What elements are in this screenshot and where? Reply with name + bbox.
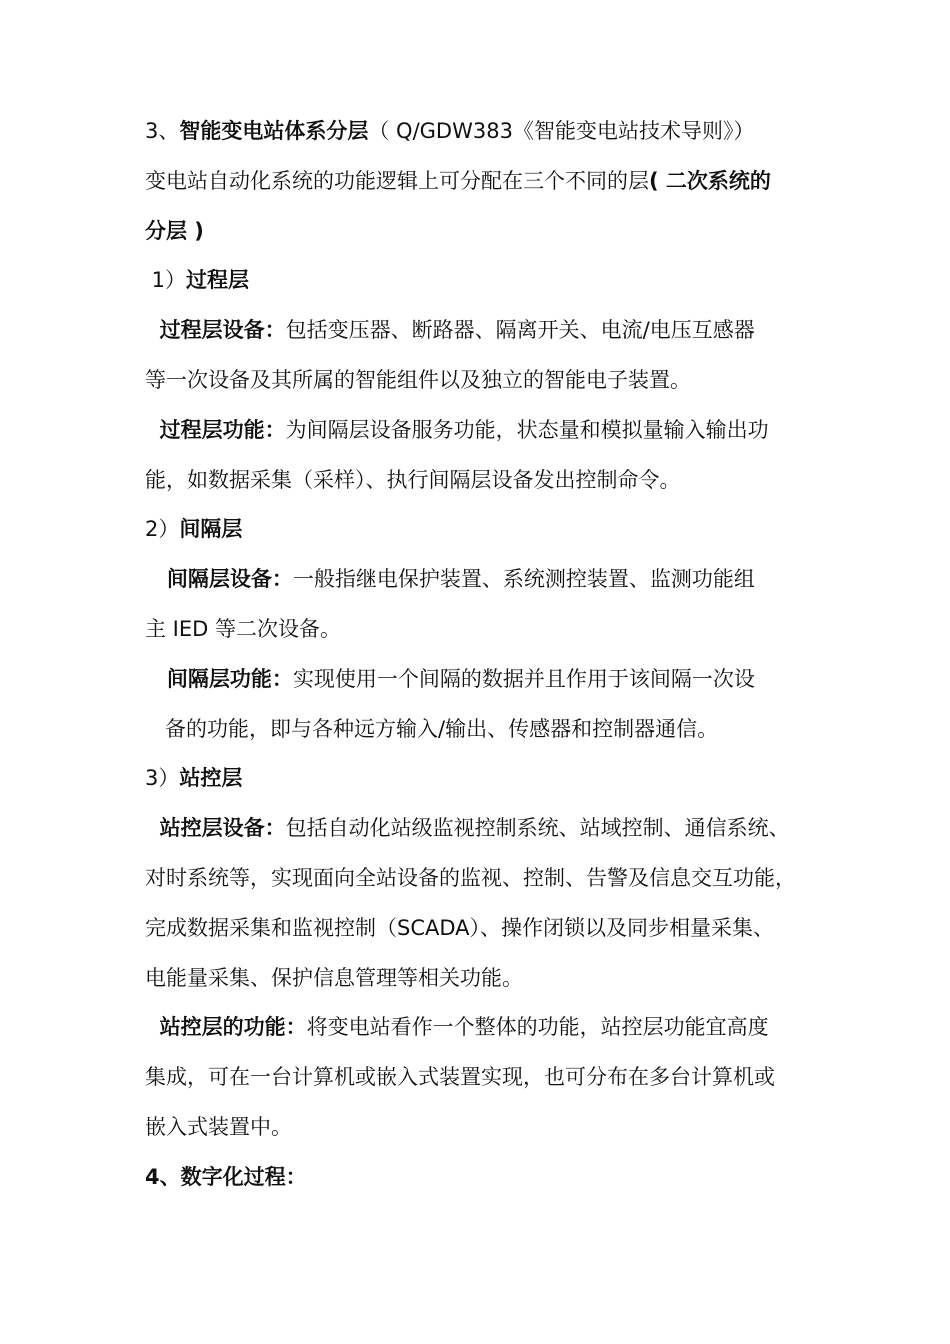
text-line — [145, 216, 825, 246]
text-line — [145, 116, 825, 146]
text-run: 为间隔层设备服务功能，状态量和模拟量输入输出功 — [285, 418, 769, 442]
text-line — [145, 913, 825, 943]
text-line — [145, 1112, 825, 1142]
bold-text-run: 过程层设备： — [145, 318, 286, 342]
text-line — [145, 315, 825, 345]
text-run: 集成，可在一台计算机或嵌入式装置实现，也可分布在多台计算机或 — [145, 1065, 775, 1089]
text-line — [145, 863, 825, 893]
text-line — [145, 365, 825, 395]
bold-text-run: 站控层 — [179, 766, 243, 790]
text-line — [145, 265, 825, 295]
text-line — [145, 465, 825, 495]
text-run: 包括自动化站级监视控制系统、站域控制、通信系统、 — [285, 816, 790, 840]
bold-text-run: 站控层设备： — [145, 816, 286, 840]
text-run: 完成数据采集和监视控制（SCADA）、操作闭锁以及同步相量采集、 — [145, 916, 775, 940]
text-run: 等一次设备及其所属的智能组件以及独立的智能电子装置。 — [145, 368, 691, 392]
text-run: 变电站自动化系统的功能逻辑上可分配在三个不同的层 — [145, 169, 649, 193]
text-line — [145, 714, 825, 744]
text-run: 能，如数据采集（采样）、执行间隔层设备发出控制命令。 — [145, 468, 681, 492]
text-run: 电能量采集、保护信息管理等相关功能。 — [145, 966, 523, 990]
bold-text-run: 过程层 — [186, 268, 250, 292]
text-run: 主 IED 等二次设备。 — [145, 617, 341, 641]
text-line — [145, 963, 825, 993]
bold-text-run: ( 二次系统的 — [649, 169, 771, 193]
text-line — [145, 1062, 825, 1092]
bold-text-run: 间隔层 — [179, 517, 243, 541]
bold-text-run: 过程层功能： — [145, 418, 286, 442]
text-line — [145, 1012, 825, 1042]
text-line — [145, 514, 825, 544]
text-line — [145, 763, 825, 793]
bold-text-run: 4、数字化过程： — [145, 1165, 307, 1189]
bold-text-run: 间隔层设备： — [145, 567, 293, 591]
text-line — [145, 564, 825, 594]
text-run: 一般指继电保护装置、系统测控装置、监测功能组 — [292, 567, 755, 591]
text-line — [145, 415, 825, 445]
bold-text-run: 站控层的功能： — [145, 1015, 307, 1039]
text-run: 2） — [145, 517, 180, 541]
text-run: 1） — [145, 268, 187, 292]
text-line — [145, 813, 825, 843]
text-run: （ Q/GDW383《智能变电站技术导则》） — [368, 119, 755, 143]
text-run: 3、 — [145, 119, 180, 143]
text-run: 对时系统等，实现面向全站设备的监视、控制、告警及信息交互功能， — [145, 866, 796, 890]
text-line — [145, 166, 825, 196]
text-run: 3） — [145, 766, 180, 790]
text-run: 将变电站看作一个整体的功能，站控层功能宜高度 — [306, 1015, 769, 1039]
text-run: 嵌入式装置中。 — [145, 1115, 292, 1139]
text-run: 实现使用一个间隔的数据并且作用于该间隔一次设 — [292, 667, 755, 691]
text-line — [145, 614, 825, 644]
text-line — [145, 664, 825, 694]
bold-text-run: 分层 ) — [145, 219, 204, 243]
bold-text-run: 智能变电站体系分层 — [179, 119, 369, 143]
text-run: 备的功能，即与各种远方输入/输出、传感器和控制器通信。 — [145, 717, 719, 741]
text-line — [145, 1162, 825, 1192]
bold-text-run: 间隔层功能： — [145, 667, 293, 691]
text-run: 包括变压器、断路器、隔离开关、电流/电压互感器 — [285, 318, 755, 342]
